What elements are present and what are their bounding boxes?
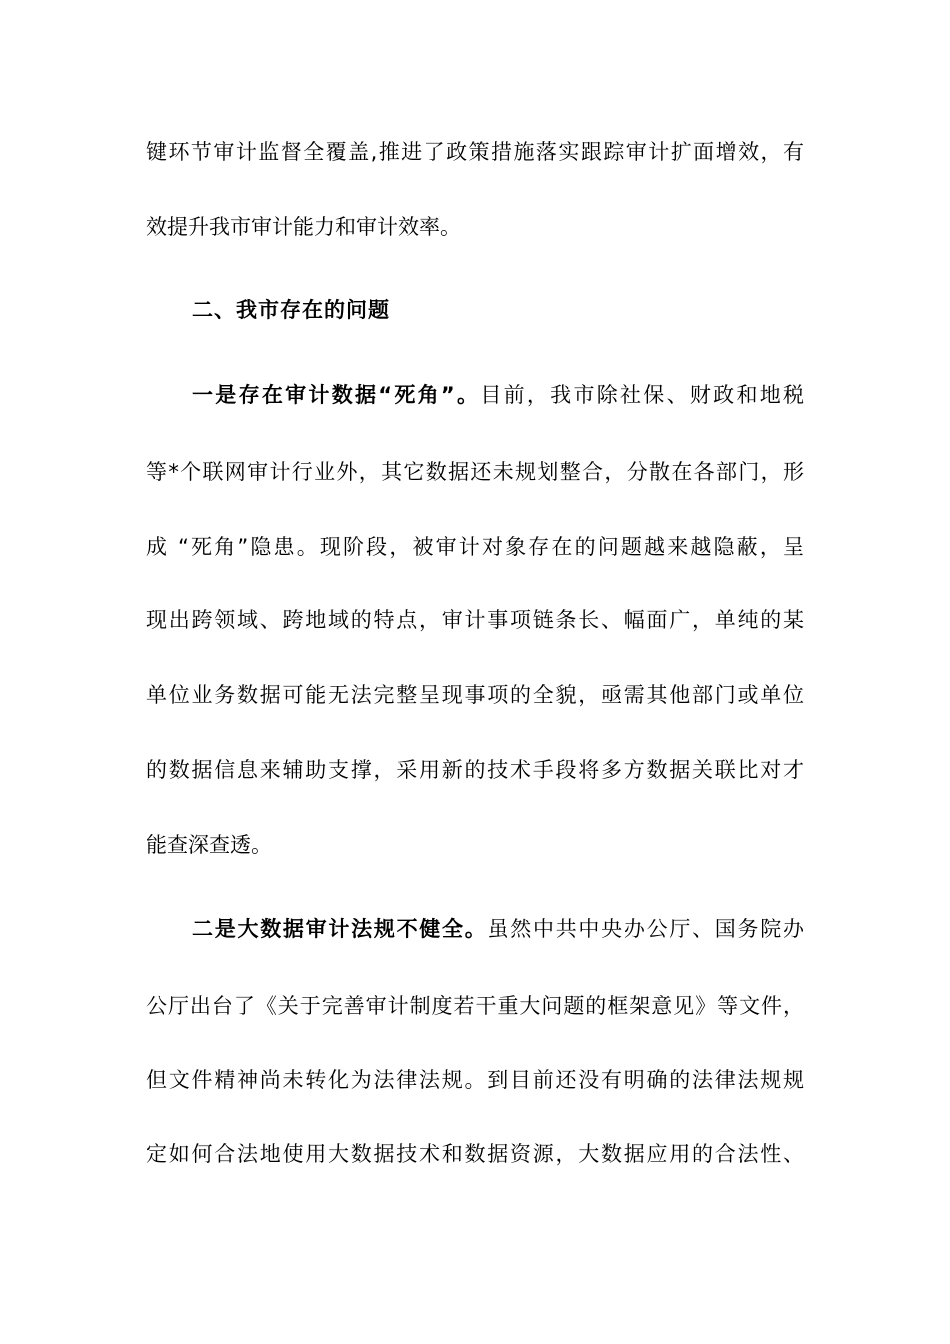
paragraph-line — [0, 909, 950, 949]
paragraph-line — [0, 986, 950, 1026]
section-heading — [0, 290, 950, 330]
text-run: 虽然中共中央办公厅、国务院办 — [487, 917, 804, 941]
text-line: 键环节审计监督全覆盖,推进了政策措施落实跟踪审计扩面增效，有 — [146, 140, 804, 164]
paragraph-line — [0, 675, 950, 715]
paragraph-line — [0, 452, 950, 492]
text-line: 但文件精神尚未转化为法律法规。到目前还没有明确的法律法规规 — [146, 1068, 804, 1092]
text-line — [192, 375, 804, 415]
bold-lead: 一是存在审计数据“死角”。 — [192, 383, 481, 407]
text-line: 等*个联网审计行业外，其它数据还未规划整合，分散在各部门，形 — [146, 460, 804, 484]
text-line: 成 “死角”隐患。现阶段，被审计对象存在的问题越来越隐蔽，呈 — [146, 535, 804, 559]
paragraph-line — [0, 825, 950, 865]
text-line: 公厅出台了《关于完善审计制度若干重大问题的框架意见》等文件， — [146, 994, 804, 1018]
text-line: 定如何合法地使用大数据技术和数据资源，大数据应用的合法性、 — [146, 1142, 804, 1166]
text-line: 单位业务数据可能无法完整呈现事项的全貌，亟需其他部门或单位 — [146, 683, 804, 707]
bold-lead: 二是大数据审计法规不健全。 — [192, 917, 488, 941]
text-line: 效提升我市审计能力和审计效率。 — [146, 215, 461, 239]
paragraph-line — [0, 1060, 950, 1100]
text-line: 现出跨领域、跨地域的特点，审计事项链条长、幅面广，单纯的某 — [146, 608, 804, 632]
paragraph-line — [0, 207, 950, 247]
paragraph-line — [0, 375, 950, 415]
paragraph-line — [0, 600, 950, 640]
text-line: 的数据信息来辅助支撑，采用新的技术手段将多方数据关联比对才 — [146, 758, 804, 782]
text-line: 能查深查透。 — [146, 833, 272, 857]
paragraph-line — [0, 527, 950, 567]
text-run: 目前，我市除社保、财政和地税 — [480, 383, 805, 407]
text-line — [192, 909, 804, 949]
paragraph-line — [0, 1134, 950, 1174]
paragraph-line — [0, 750, 950, 790]
paragraph-line — [0, 132, 950, 172]
section-heading-text: 二、我市存在的问题 — [192, 298, 390, 322]
